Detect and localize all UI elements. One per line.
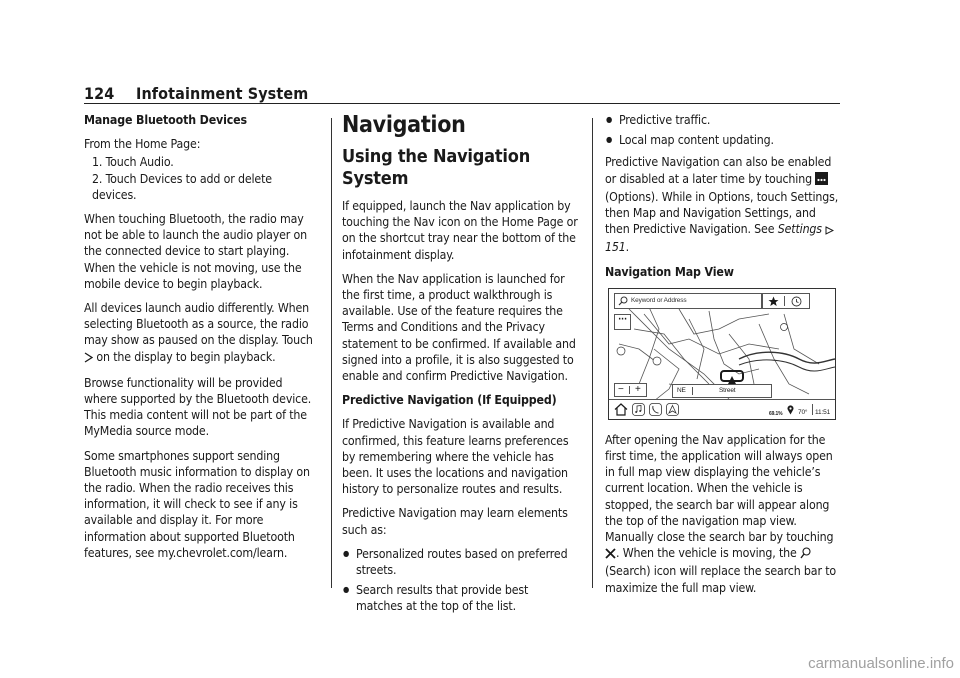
- options-button[interactable]: ···: [614, 314, 631, 330]
- clock-icon[interactable]: [791, 295, 802, 311]
- heading-label: NE: [677, 386, 686, 394]
- divider: [629, 386, 630, 394]
- paragraph: Predictive Navigation may learn elements such as:: [342, 506, 568, 537]
- music-icon[interactable]: [632, 403, 645, 420]
- column-2: [342, 112, 578, 621]
- search-icon: [800, 547, 811, 563]
- home-icon[interactable]: [614, 403, 628, 420]
- link-settings[interactable]: Settings: [777, 222, 822, 237]
- page-header: [84, 84, 308, 103]
- column-3: [605, 112, 843, 604]
- list-item: 1. Touch Audio.: [92, 155, 174, 170]
- phone-icon[interactable]: [649, 403, 662, 420]
- paragraph-text: All devices launch audio differently. When selecting Bluetooth as a source, the radio may show as paused on the display. Touch: [84, 301, 313, 348]
- search-icon: [618, 296, 628, 312]
- close-x-icon: [605, 547, 616, 563]
- watermark: carmanualsonline.info: [808, 655, 954, 672]
- search-actions: [762, 293, 810, 309]
- play-icon: [84, 351, 93, 367]
- zoom-out-button[interactable]: −: [618, 383, 624, 395]
- section-heading: Manage Bluetooth Devices: [84, 113, 247, 127]
- list-item: ● Local map content updating.: [605, 132, 843, 148]
- street-banner: [672, 384, 772, 398]
- search-bar[interactable]: [614, 293, 762, 309]
- page-ref[interactable]: 151: [605, 240, 626, 255]
- paragraph-text: (Options). While in Options, touch Settings, then Map and Navigation Settings, and then Predictive Navigation. See: [605, 189, 839, 237]
- list-item: ● Predictive traffic.: [605, 112, 843, 128]
- list-item: ● Personalized routes based on preferred streets.: [342, 546, 578, 578]
- page-number: 124: [84, 84, 115, 103]
- divider: [812, 404, 813, 415]
- paragraph-text: Predictive Navigation can also be enabled or disabled at a later time by touching: [605, 155, 832, 186]
- column-divider: [331, 118, 332, 588]
- paragraph: If Predictive Navigation is available and confirmed, this feature learns preferences by remembering where the vehicle has been. It uses the locations and navigation history to personalize routes and results.: [342, 417, 569, 497]
- mpg-readout: 69.1%: [769, 410, 783, 417]
- paragraph: [605, 432, 843, 596]
- search-input[interactable]: Keyword or Address: [631, 296, 687, 304]
- steps-list: [84, 154, 314, 203]
- column-1: [84, 112, 314, 569]
- divider: [692, 387, 693, 395]
- section-title: Using the Navigation System: [342, 146, 531, 189]
- paragraph: Browse functionality will be provided where supported by the Bluetooth device. This media content will not be part of the MyMedia source mode.: [84, 375, 312, 439]
- navigation-map-image: [608, 288, 836, 420]
- location-pin-icon: [787, 405, 794, 420]
- divider: [784, 296, 785, 306]
- bullet-list: [342, 546, 578, 615]
- list-item: 2. Touch Devices to add or delete devices.: [92, 171, 272, 202]
- header-rule: [84, 103, 840, 104]
- paragraph-text: .: [625, 240, 630, 255]
- bullet-list: [605, 112, 843, 148]
- zoom-in-button[interactable]: +: [635, 383, 641, 395]
- paragraph: When the Nav application is launched for the first time, a product walkthrough is available. Use of the feature requires the Terms and Conditions and the Privacy statement to be confirmed. If available and signed into a profile, it is also suggested to enable and confirm Predictive Navigation.: [342, 271, 576, 384]
- zoom-control[interactable]: [614, 383, 647, 397]
- street-label: Street: [719, 386, 736, 394]
- paragraph: If equipped, launch the Nav application by touching the Nav icon on the Home Page or on the shortcut tray near the bottom of the infotainment display.: [342, 199, 578, 262]
- paragraph: [84, 300, 314, 367]
- chapter-title: Navigation: [342, 112, 466, 138]
- paragraph: Some smartphones support sending Bluetooth music information to display on the radio. When the radio receives this information, it will check to see if any is available and display it. For more information about supported Bluetooth features, see my.chevrolet.com/learn.: [84, 448, 310, 560]
- paragraph: From the Home Page:: [84, 137, 201, 152]
- options-icon: [815, 172, 828, 189]
- column-divider: [592, 118, 593, 588]
- paragraph: [605, 154, 843, 255]
- list-item: ● Search results that provide best matches at the top of the list.: [342, 582, 578, 614]
- shortcut-tray: [609, 399, 835, 420]
- star-icon[interactable]: [768, 295, 779, 311]
- paragraph: When touching Bluetooth, the radio may not be able to launch the audio player on the connected device to start playing. When the vehicle is not moving, use the mobile device to begin playback.: [84, 212, 308, 291]
- temperature: 70°: [798, 408, 808, 416]
- nav-icon[interactable]: [666, 403, 679, 420]
- subsection-heading: Predictive Navigation (If Equipped): [342, 393, 557, 408]
- paragraph-text: on the display to begin playback.: [93, 349, 276, 364]
- section-title: Infotainment System: [136, 84, 309, 103]
- paragraph-text: (Search) icon will replace the search bar to maximize the full map view.: [605, 564, 836, 595]
- ref-arrow-icon: [825, 223, 834, 239]
- clock-time: 11:51: [815, 408, 831, 416]
- paragraph-text: After opening the Nav application for the first time, the application will always open in full map view displaying the vehicle’s current location. When the vehicle is stopped, the search bar will appear along the top of the navigation map view. Manually close the search bar by touching: [605, 432, 834, 545]
- subsection-heading: Navigation Map View: [605, 264, 734, 279]
- paragraph-text: . When the vehicle is moving, the: [616, 546, 797, 561]
